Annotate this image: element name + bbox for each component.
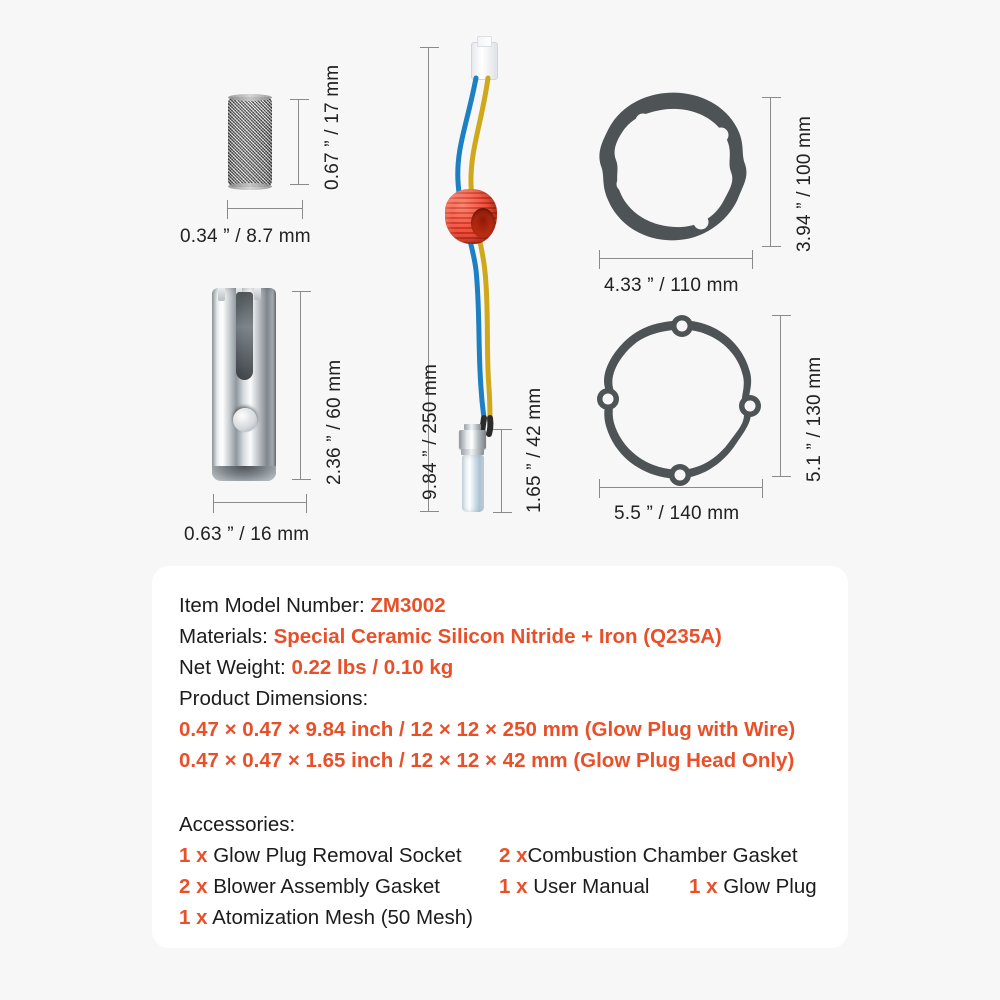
specification-card	[152, 566, 848, 948]
glow-plug-total-length-label: 9.84 ” / 250 mm	[420, 363, 441, 500]
spec-dimensions-label: Product Dimensions:	[179, 687, 369, 710]
accessories-row	[179, 840, 817, 871]
accessory-label: Blower Assembly Gasket	[213, 875, 440, 898]
blower-gasket-height-dimension-line	[770, 98, 771, 246]
red-grommet	[445, 189, 497, 244]
accessory-item	[689, 871, 817, 902]
accessories-row	[179, 871, 817, 902]
accessory-qty: 2 x	[499, 844, 528, 867]
mesh-width-label: 0.34 ” / 8.7 mm	[180, 226, 311, 247]
spec-dimensions-value-1: 0.47 × 0.47 × 9.84 inch / 12 × 12 × 250 mm (Glow Plug with Wire)	[179, 718, 796, 741]
socket-open-end	[212, 466, 276, 481]
spec-weight-row	[179, 652, 795, 683]
accessory-qty: 1 x	[179, 906, 208, 929]
spec-weight-value: 0.22 lbs / 0.10 kg	[291, 656, 454, 679]
accessory-item	[179, 902, 473, 933]
accessory-qty: 1 x	[499, 875, 528, 898]
accessory-label: User Manual	[533, 875, 650, 898]
removal-socket-image	[212, 288, 276, 481]
blower-gasket-height-label: 3.94 ” / 100 mm	[794, 115, 815, 252]
accessory-qty: 1 x	[179, 844, 208, 867]
blower-assembly-gasket-image	[595, 88, 765, 253]
socket-height-dimension-line	[300, 292, 301, 479]
socket-notch	[254, 288, 261, 300]
accessory-label: Atomization Mesh (50 Mesh)	[212, 906, 473, 929]
accessory-label: Combustion Chamber Gasket	[527, 844, 798, 867]
accessory-item	[499, 871, 689, 902]
combustion-gasket-height-label: 5.1 ” / 130 mm	[804, 356, 825, 482]
accessory-item	[179, 840, 499, 871]
mesh-height-label: 0.67 ” / 17 mm	[322, 64, 343, 190]
spec-model-label: Item Model Number:	[179, 594, 365, 617]
accessory-qty: 2 x	[179, 875, 208, 898]
grommet-opening	[471, 208, 495, 238]
atomization-mesh-image	[228, 97, 272, 187]
spec-materials-row	[179, 621, 795, 652]
combustion-gasket-height-dimension-line	[780, 316, 781, 476]
socket-side-hole	[233, 408, 257, 432]
accessories-row	[179, 902, 817, 933]
combustion-gasket-width-dimension-line	[600, 487, 762, 488]
blower-gasket-width-label: 4.33 ” / 110 mm	[604, 275, 739, 296]
glow-plug-hex-nut	[459, 430, 486, 449]
mesh-height-dimension-line	[298, 100, 299, 184]
mesh-top-cap	[228, 94, 272, 101]
combustion-chamber-gasket-image	[590, 310, 775, 490]
spec-model-value: ZM3002	[370, 594, 446, 617]
accessory-label: Glow Plug	[723, 875, 817, 898]
socket-width-dimension-line	[214, 502, 306, 503]
wire-connector-latch	[477, 36, 492, 47]
accessory-qty: 1 x	[689, 875, 718, 898]
glow-plug-head-dimension-line	[501, 430, 502, 512]
accessory-item	[179, 871, 499, 902]
glow-plug-ceramic-body	[462, 455, 484, 512]
socket-width-label: 0.63 ” / 16 mm	[184, 524, 310, 545]
spec-weight-label: Net Weight:	[179, 656, 286, 679]
combustion-gasket-width-label: 5.5 ” / 140 mm	[614, 503, 740, 524]
mesh-width-dimension-line	[228, 208, 302, 209]
socket-height-label: 2.36 ” / 60 mm	[324, 359, 345, 485]
spec-materials-label: Materials:	[179, 625, 268, 648]
spec-materials-value: Special Ceramic Silicon Nitride + Iron (Q235A)	[273, 625, 722, 648]
socket-slot	[236, 292, 253, 380]
glow-plug-head-label: 1.65 ” / 42 mm	[524, 387, 545, 513]
accessories-title: Accessories:	[179, 813, 296, 836]
mesh-bottom-cap	[228, 183, 272, 190]
accessory-label: Glow Plug Removal Socket	[213, 844, 462, 867]
spec-model-row	[179, 590, 795, 621]
socket-notch	[218, 288, 225, 301]
accessory-item	[499, 840, 798, 871]
spec-dimensions-value-2: 0.47 × 0.47 × 1.65 inch / 12 × 12 × 42 mm (Glow Plug Head Only)	[179, 749, 795, 772]
blower-gasket-width-dimension-line	[600, 258, 752, 259]
spec-list	[179, 590, 795, 776]
accessories-section	[179, 809, 817, 933]
